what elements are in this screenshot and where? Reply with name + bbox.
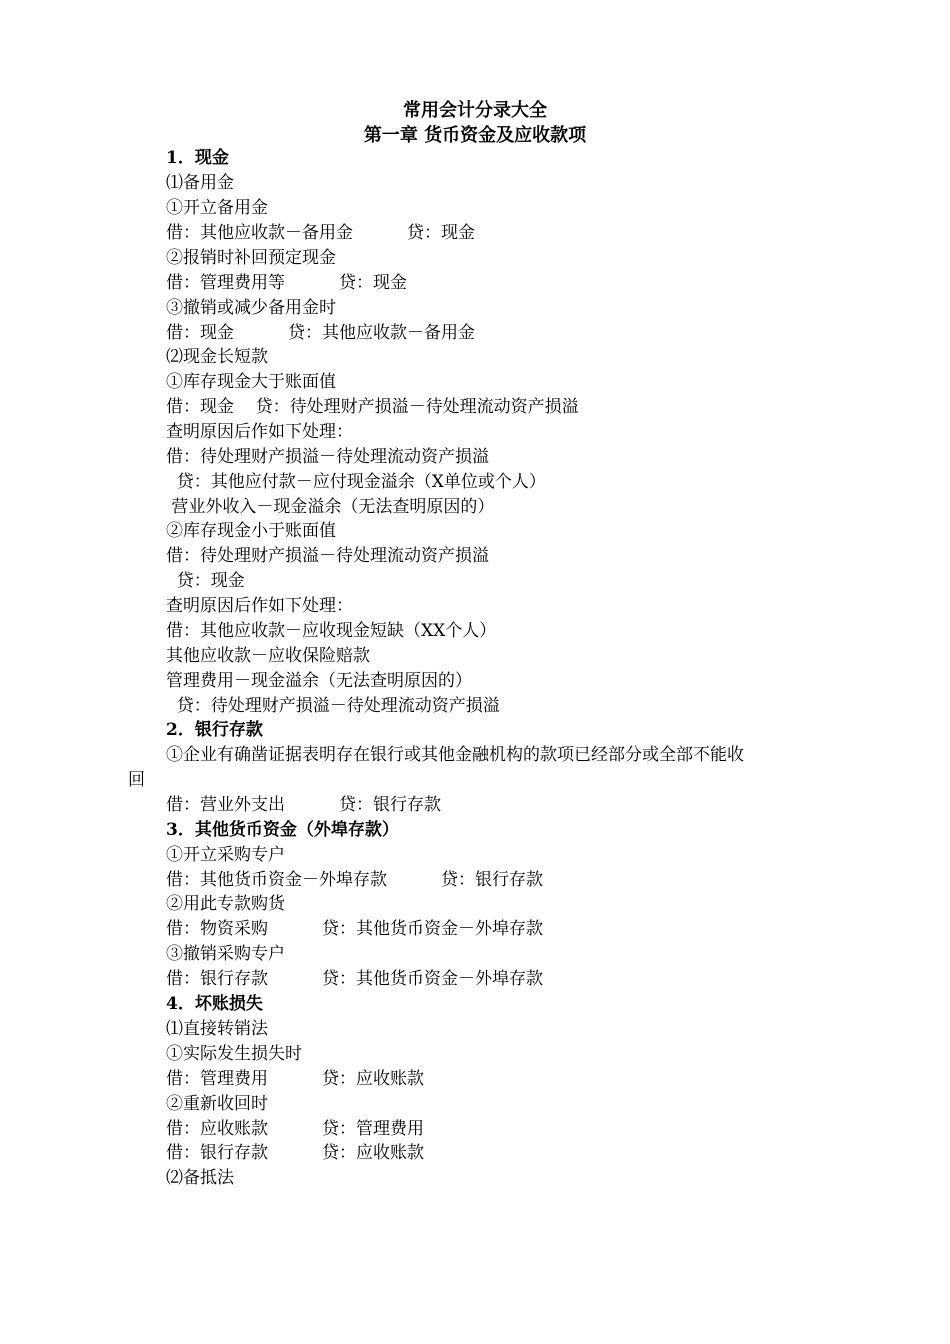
entry-line: 借：银行存款 贷：应收账款 xyxy=(166,1143,425,1163)
entry-line: 借：银行存款 贷：其他货币资金－外埠存款 xyxy=(166,969,544,989)
text-line: ①库存现金大于账面值 xyxy=(166,372,336,392)
entry-line: 借：其他应收款－备用金 贷：现金 xyxy=(166,223,476,243)
chapter-title: 第一章 货币资金及应收款项 xyxy=(363,125,587,146)
entry-line: 营业外收入－现金溢余（无法查明原因的） xyxy=(166,497,495,517)
text-line-wrap: 回 xyxy=(128,770,145,790)
text-line: ①实际发生损失时 xyxy=(166,1044,302,1064)
entry-line: 借：现金 贷：待处理财产损溢－待处理流动资产损溢 xyxy=(166,397,579,417)
text-line: ③撤销采购专户 xyxy=(166,944,285,964)
entry-line: 贷：其他应付款－应付现金溢余（X单位或个人） xyxy=(166,472,546,492)
entry-line: 贷：现金 xyxy=(166,571,245,591)
text-line: 查明原因后作如下处理： xyxy=(166,422,353,442)
entry-line: 借：应收账款 贷：管理费用 xyxy=(166,1119,425,1139)
text-line: ①企业有确凿证据表明存在银行或其他金融机构的款项已经部分或全部不能收 xyxy=(166,745,744,765)
entry-line: 其他应收款－应收保险赔款 xyxy=(166,646,370,666)
entry-line: 借：其他应收款－应收现金短缺（XX个人） xyxy=(166,621,497,641)
text-line: ⑴备用金 xyxy=(166,173,234,193)
entry-line: 借：管理费用等 贷：现金 xyxy=(166,273,408,293)
entry-line: 借：现金 贷：其他应收款－备用金 xyxy=(166,323,476,343)
entry-line: 管理费用－现金溢余（无法查明原因的） xyxy=(166,671,472,691)
entry-line: 贷：待处理财产损溢－待处理流动资产损溢 xyxy=(166,696,500,716)
section-heading: 4．坏账损失 xyxy=(166,994,263,1014)
entry-line: 借：待处理财产损溢－待处理流动资产损溢 xyxy=(166,447,489,467)
entry-line: 借：待处理财产损溢－待处理流动资产损溢 xyxy=(166,546,489,566)
section-heading: 3．其他货币资金（外埠存款） xyxy=(166,820,399,840)
entry-line: 借：管理费用 贷：应收账款 xyxy=(166,1069,425,1089)
text-line: 查明原因后作如下处理： xyxy=(166,596,353,616)
text-line: ②库存现金小于账面值 xyxy=(166,521,336,541)
text-line: ②用此专款购货 xyxy=(166,894,285,914)
text-line: ③撤销或减少备用金时 xyxy=(166,298,336,318)
text-line: ②报销时补回预定现金 xyxy=(166,248,336,268)
text-line: ①开立采购专户 xyxy=(166,845,285,865)
section-heading: 2．银行存款 xyxy=(166,720,263,740)
entry-line: 借：其他货币资金－外埠存款 贷：银行存款 xyxy=(166,870,544,890)
document-title: 常用会计分录大全 xyxy=(403,100,547,121)
text-line: ⑴直接转销法 xyxy=(166,1019,268,1039)
entry-line: 借：物资采购 贷：其他货币资金－外埠存款 xyxy=(166,919,544,939)
text-line: ⑵备抵法 xyxy=(166,1168,234,1188)
entry-line: 借：营业外支出 贷：银行存款 xyxy=(166,795,442,815)
text-line: ②重新收回时 xyxy=(166,1094,268,1114)
section-heading: 1．现金 xyxy=(166,148,229,168)
text-line: ⑵现金长短款 xyxy=(166,347,268,367)
text-line: ①开立备用金 xyxy=(166,198,268,218)
